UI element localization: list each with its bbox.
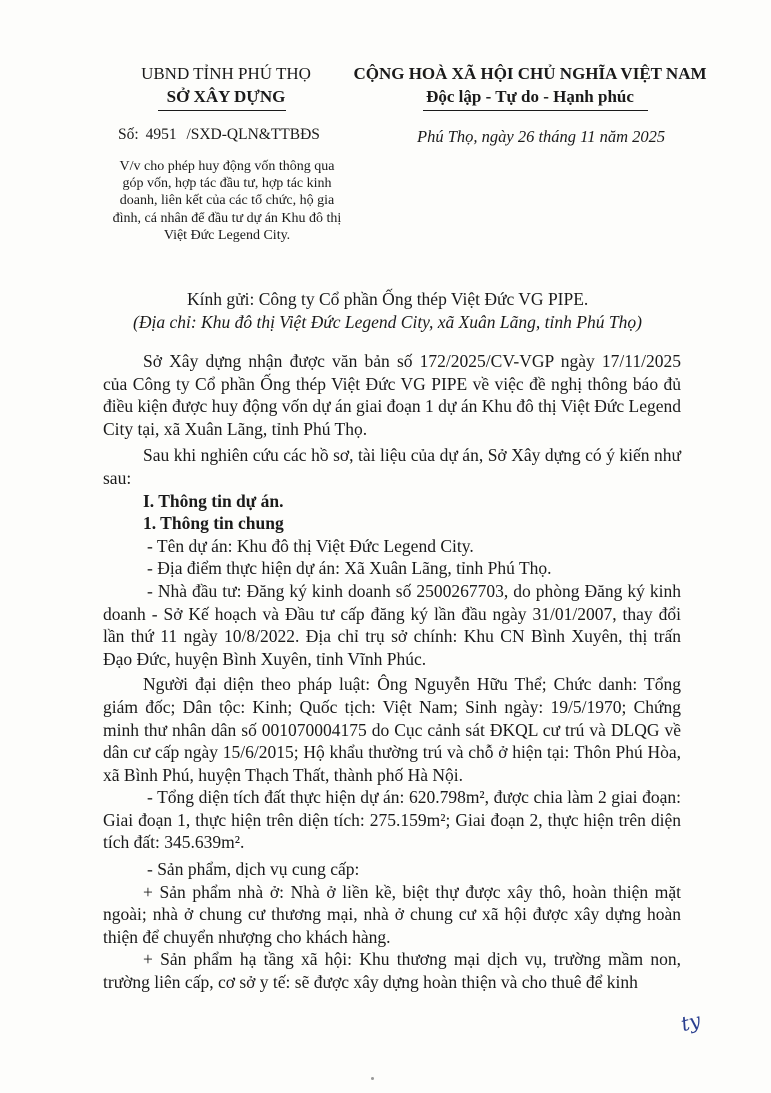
agency-name: UBND TỈNH PHÚ THỌ — [141, 64, 311, 83]
section-heading-project-info: I. Thông tin dự án. — [143, 490, 284, 511]
item-products-services: - Sản phẩm, dịch vụ cung cấp: — [147, 859, 360, 880]
item-project-location: - Địa điểm thực hiện dự án: Xã Xuân Lãng, tỉnh Phú Thọ. — [147, 558, 552, 579]
letter-body — [103, 350, 681, 994]
doc-number-label: Số: — [118, 126, 139, 143]
item-housing-products: + Sản phẩm nhà ở: Nhà ở liền kề, biệt thự được xây thô, hoàn thiện mặt ngoài; nhà ở chung cư thương mại, nhà ở chung cư xã hội được xây dựng hoàn thiện để chuyển nhượng cho khách hàng. — [103, 881, 681, 947]
recipient-line: Kính gửi: Công ty Cổ phần Ống thép Việt Đức VG PIPE. — [187, 289, 589, 309]
doc-number-line — [118, 126, 320, 144]
doc-number: 4951 — [145, 126, 177, 143]
item-total-area: - Tổng diện tích đất thực hiện dự án: 620.798m², được chia làm 2 giai đoạn: Giai đoạn 1, thực hiện trên diện tích: 275.159m²; Giai đoạn 2, thực hiện trên diện tích đất: 345.639m². — [103, 787, 681, 853]
doc-code: /SXD-QLN&TTBĐS — [186, 126, 320, 143]
item-project-name: - Tên dự án: Khu đô thị Việt Đức Legend City. — [147, 535, 474, 556]
paragraph-opinion: Sau khi nghiên cứu các hồ sơ, tài liệu của dự án, Sở Xây dựng có ý kiến như sau: — [103, 445, 681, 488]
national-motto: Độc lập - Tự do - Hạnh phúc — [426, 87, 634, 106]
scan-speck — [371, 1077, 374, 1080]
issue-date: Phú Thọ, ngày 26 tháng 11 năm 2025 — [417, 127, 666, 146]
recipient-address: (Địa chỉ: Khu đô thị Việt Đức Legend City, xã Xuân Lãng, tỉnh Phú Thọ) — [133, 312, 642, 332]
paragraph-legal-representative: Người đại diện theo pháp luật: Ông Nguyễn Hữu Thể; Chức danh: Tổng giám đốc; Dân tộc: Kinh; Quốc tịch: Việt Nam; Sinh ngày: 19/5/1970; Chứng minh thư nhân dân số 001070004175 do Cục cảnh sát ĐKQL cư trú và DLQG về dân cư cấp ngày 15/6/2015; Hộ khẩu thường trú và chỗ ở hiện tại: Thôn Phú Hòa, xã Bình Phú, huyện Thạch Thất, thành phố Hà Nội. — [103, 674, 681, 785]
national-title: CỘNG HOÀ XÃ HỘI CHỦ NGHĨA VIỆT NAM — [353, 64, 707, 83]
motto-underline — [423, 110, 648, 111]
department-name: SỞ XÂY DỰNG — [166, 87, 286, 106]
subsection-heading-general: 1. Thông tin chung — [143, 513, 284, 534]
subject-summary: V/v cho phép huy động vốn thông qua góp vốn, hợp tác đầu tư, hợp tác kinh doanh, liên kết của các tổ chức, hộ gia đình, cá nhân để đầu tư dự án Khu đô thị Việt Đức Legend City. — [112, 159, 342, 243]
handwritten-initials: ty — [678, 1007, 704, 1037]
item-social-infrastructure: + Sản phẩm hạ tầng xã hội: Khu thương mại dịch vụ, trường mầm non, trường liên cấp, cơ sở y tế: sẽ được xây dựng hoàn thiện và cho thuê để kinh — [103, 949, 681, 993]
item-investor: - Nhà đầu tư: Đăng ký kinh doanh số 2500267703, do phòng Đăng ký kinh doanh - Sở Kế hoạch và Đầu tư cấp đăng ký lần đầu ngày 31/01/2007, thay đổi lần thứ 11 ngày 10/8/2022. Địa chỉ trụ sở chính: Khu CN Bình Xuyên, thị trấn Đạo Đức, huyện Bình Xuyên, tỉnh Vĩnh Phúc. — [103, 580, 681, 669]
department-underline — [158, 110, 286, 111]
paragraph-request: Sở Xây dựng nhận được văn bản số 172/2025/CV-VGP ngày 17/11/2025 của Công ty Cổ phần Ống thép Việt Đức VG PIPE về việc đề nghị thông báo đủ điều kiện được huy động vốn dự án giai đoạn 1 dự án Khu đô thị Việt Đức Legend City tại, xã Xuân Lãng, tỉnh Phú Thọ. — [103, 351, 681, 439]
